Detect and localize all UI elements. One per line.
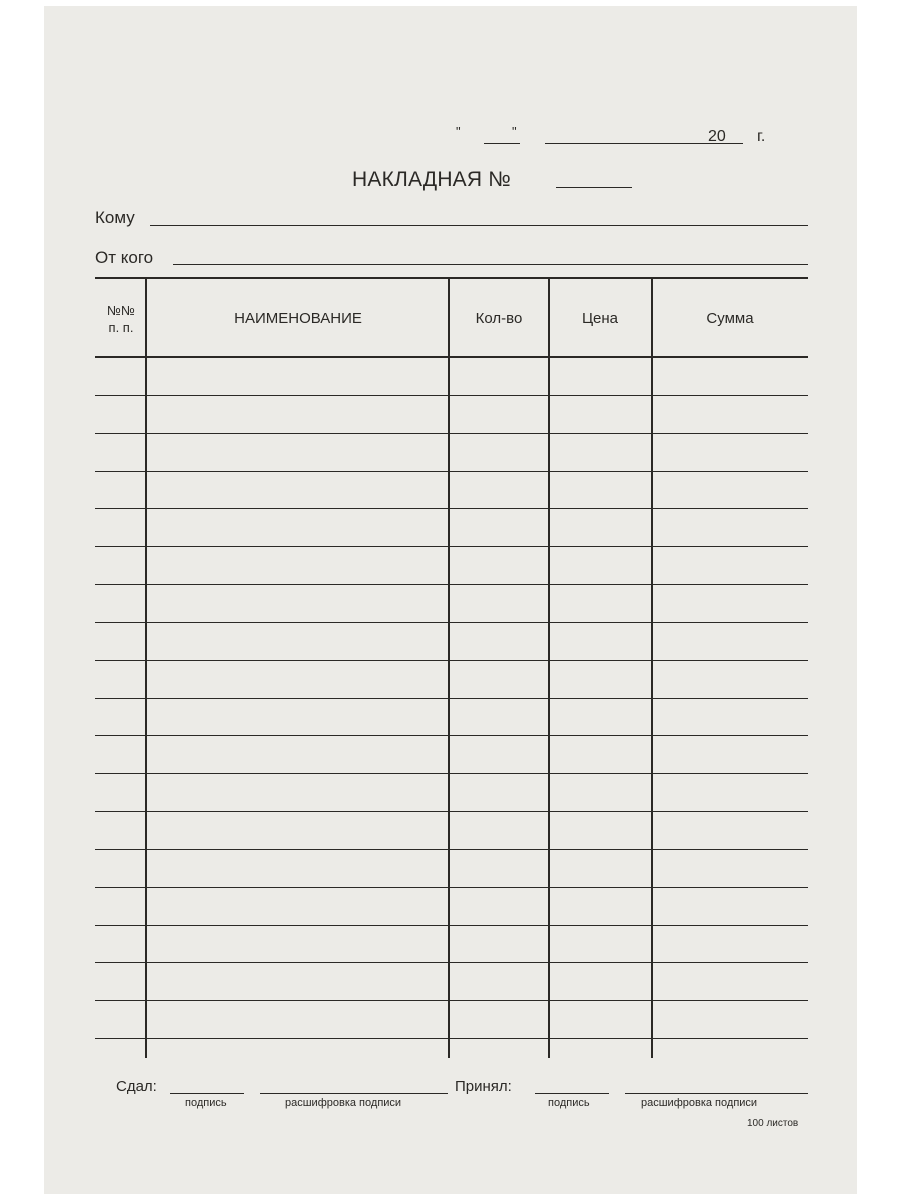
table-row-line	[95, 698, 808, 699]
table-row-line	[95, 660, 808, 661]
to-label: Кому	[95, 208, 135, 227]
table-row-line	[95, 1000, 808, 1001]
table-row-line	[95, 887, 808, 888]
table-row-line	[95, 773, 808, 774]
handed-label: Сдал:	[116, 1078, 157, 1095]
date-quote-open: "	[456, 124, 461, 139]
date-year-prefix: 20	[708, 128, 726, 145]
date-year-suffix: г.	[757, 128, 766, 145]
from-field-line	[173, 264, 808, 265]
table-row-line	[95, 508, 808, 509]
col-header-number-line2: п. п.	[108, 320, 134, 335]
received-label: Принял:	[455, 1078, 512, 1095]
col-header-price: Цена	[581, 310, 619, 327]
date-quote-close: "	[512, 124, 517, 139]
col-header-name: НАИМЕНОВАНИЕ	[234, 310, 362, 327]
table-row-line	[95, 622, 808, 623]
table-row-line	[95, 471, 808, 472]
table-row-line	[95, 433, 808, 434]
table-row-line	[95, 395, 808, 396]
received-decoding-line	[625, 1093, 808, 1094]
date-day-line	[484, 143, 520, 144]
table-row-line	[95, 546, 808, 547]
col-header-number	[96, 302, 146, 336]
from-label: От кого	[95, 248, 154, 267]
table-row-line	[95, 811, 808, 812]
table-row-line	[95, 925, 808, 926]
to-field-line	[150, 225, 808, 226]
table-row-line	[95, 849, 808, 850]
table-row-line	[95, 584, 808, 585]
col-header-number-line1: №№	[107, 303, 135, 318]
table-header-border	[95, 356, 808, 358]
table-row-line	[95, 962, 808, 963]
invoice-number-line	[556, 187, 632, 188]
received-decoding-caption: расшифровка подписи	[641, 1097, 758, 1109]
received-signature-caption: подпись	[548, 1097, 590, 1109]
handed-signature-caption: подпись	[185, 1097, 227, 1109]
table-row-line	[95, 1038, 808, 1039]
table-row-line	[95, 735, 808, 736]
received-signature-line	[535, 1093, 609, 1094]
col-header-sum: Сумма	[706, 310, 754, 327]
handed-decoding-line	[260, 1093, 448, 1094]
col-header-qty: Кол-во	[475, 310, 523, 327]
table-top-border	[95, 277, 808, 279]
invoice-title: НАКЛАДНАЯ №	[352, 168, 512, 191]
handed-decoding-caption: расшифровка подписи	[285, 1097, 402, 1109]
handed-signature-line	[170, 1093, 244, 1094]
sheet-count: 100 листов	[747, 1118, 799, 1129]
